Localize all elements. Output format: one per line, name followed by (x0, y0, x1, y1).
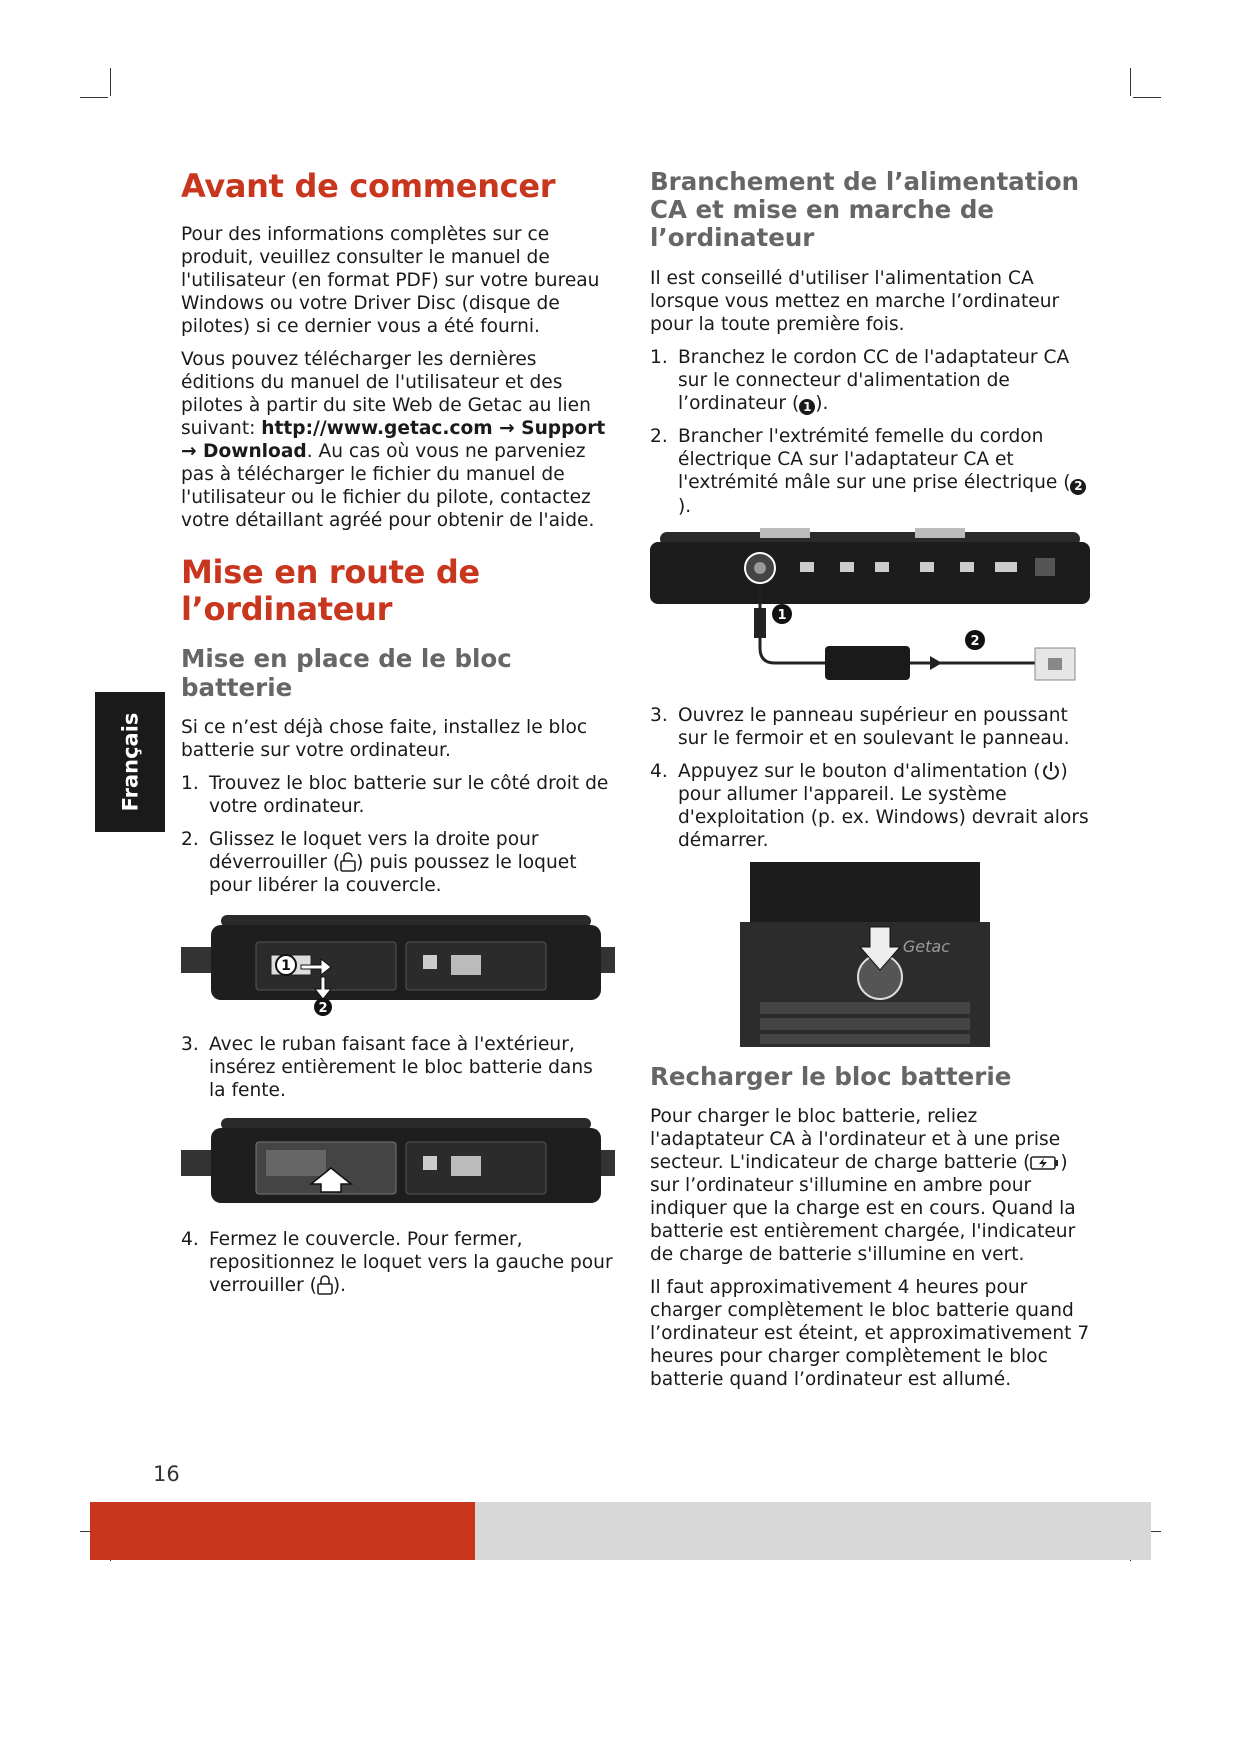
list-item: 1. Branchez le cordon CC de l'adaptateur CA sur le connecteur d'alimentation de l’ordinateur ( 1 ). (650, 346, 1070, 414)
battery-steps-1 (181, 772, 615, 897)
svg-text:1: 1 (281, 957, 291, 974)
callout-2 (314, 998, 332, 1016)
callout-1 (276, 955, 296, 975)
paragraph-charge-time: Il faut approximativement 4 heures pour charger complètement le bloc batterie quand l’ordinateur est éteint, et approximativement 7 heures pour charger complètement le bloc batterie quand l’ordinateur est allumé. (650, 1276, 1090, 1390)
crop-mark (110, 68, 111, 96)
svg-text:2: 2 (970, 633, 980, 649)
battery-steps-3 (181, 1228, 615, 1297)
list-item: 2. Brancher l'extrémité femelle du cordon électrique CA sur l'adaptateur CA et l'extrémité mâle sur une prise électrique ( 2). (650, 425, 1090, 518)
power-steps-1 (650, 346, 1090, 518)
battery-charge-icon (1030, 1154, 1060, 1172)
footer-bar-gray (475, 1502, 1151, 1560)
heading-ac-power: Branchement de l’alimentation CA et mise en marche de l’ordinateur (650, 167, 1080, 253)
download-link[interactable]: http://www.getac.com → Support → Download (181, 417, 606, 462)
heading-before-start: Avant de commencer (181, 167, 556, 205)
power-button-figure (740, 862, 990, 1047)
paragraph-ac-intro: Il est conseillé d'utiliser l'alimentation CA lorsque vous mettez en marche l’ordinateur pour la toute première fois. (650, 267, 1060, 335)
svg-text:2: 2 (318, 1000, 328, 1016)
battery-insert-figure (181, 1112, 615, 1212)
battery-latch-figure (181, 907, 615, 1017)
list-item: 3. Ouvrez le panneau supérieur en poussant sur le fermoir et en soulevant le panneau. (650, 704, 1070, 749)
lock-icon (317, 1275, 333, 1295)
crop-mark (80, 97, 108, 98)
power-icon (1041, 761, 1061, 781)
battery-steps-2 (181, 1033, 615, 1102)
list-item: 2. Glissez le loquet vers la droite pour déverrouiller ( ) puis poussez le loquet pour libérer la couvercle. (181, 828, 577, 896)
list-item: 4. Fermez le couvercle. Pour fermer, repositionnez le loquet vers la gauche pour verrouiller ( ). (181, 1228, 613, 1296)
list-item: 4. Appuyez sur le bouton d'alimentation ( ) pour allumer l'appareil. Le système d'exploitation (p. ex. Windows) devrait alors démarrer. (650, 760, 1089, 851)
crop-mark (1130, 68, 1131, 96)
page-number: 16 (153, 1462, 180, 1486)
ac-adapter-figure (650, 528, 1090, 688)
language-tab-label: Français (118, 712, 143, 812)
heading-getting-started: Mise en route de l’ordinateur (181, 552, 480, 628)
right-column (650, 168, 1090, 1401)
paragraph-battery-intro: Si ce n’est déjà chose faite, installez le bloc batterie sur votre ordinateur. (181, 716, 588, 761)
heading-battery-install: Mise en place de le bloc batterie (181, 644, 512, 702)
paragraph-recharge: Pour charger le bloc batterie, reliez l'adaptateur CA à l'ordinateur et à une prise secteur. L'indicateur de charge batterie ( ) sur l’ordinateur s'illumine en ambre pour indiquer que la charge est en cours. Quand la batterie est entièrement chargée, l'indicateur de charge de batterie s'illumine en vert. (650, 1105, 1076, 1265)
crop-mark (1133, 97, 1161, 98)
svg-text:1: 1 (777, 607, 787, 623)
getac-logo: Getac (902, 936, 950, 956)
power-steps-2 (650, 704, 1090, 852)
language-tab (95, 692, 165, 832)
list-item: 1. Trouvez le bloc batterie sur le côté droit de votre ordinateur. (181, 772, 609, 817)
marker-1: 1 (799, 399, 815, 415)
heading-recharge: Recharger le bloc batterie (650, 1061, 1012, 1091)
paragraph-info: Pour des informations complètes sur ce produit, veuillez consulter le manuel de l'utilisateur (en format PDF) sur votre bureau Windows ou votre Driver Disc (disque de pilotes) si ce dernier vous a été fourni. (181, 223, 600, 337)
list-item: 3. Avec le ruban faisant face à l'extérieur, insérez entièrement le bloc batterie dans la fente. (181, 1033, 593, 1101)
marker-2: 2 (1070, 479, 1086, 495)
left-column (181, 168, 615, 1307)
paragraph-download: Vous pouvez télécharger les dernières éditions du manuel de l'utilisateur et des pilotes à partir du site Web de Getac au lien suivant: http://www.getac.com → Support → Download. Au cas où vous ne parveniez pas à télécharger le fichier du manuel de l'utilisateur ou le fichier du pilote, contactez votre détaillant agréé pour obtenir de l'aide. (181, 348, 606, 531)
footer-bar-red (90, 1502, 475, 1560)
unlock-icon (340, 852, 356, 872)
